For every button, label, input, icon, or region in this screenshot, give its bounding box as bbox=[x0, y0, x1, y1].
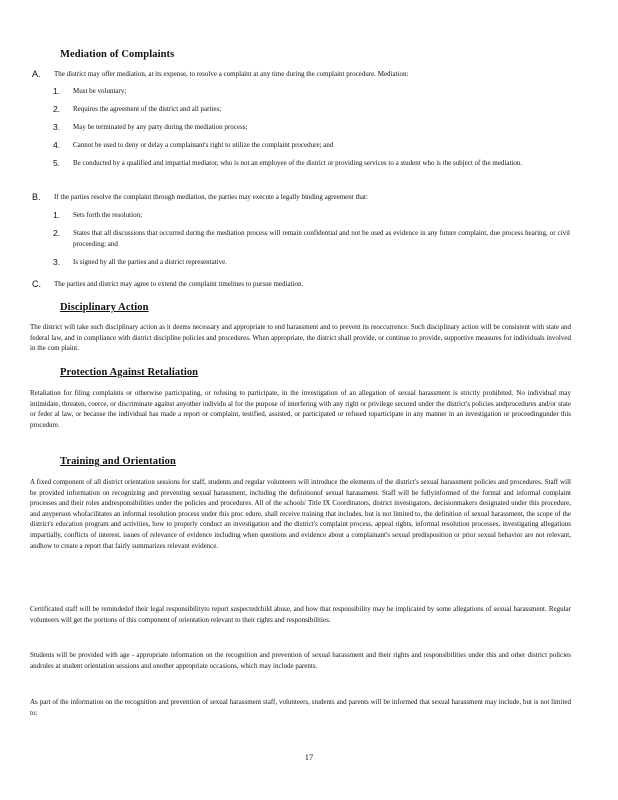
mediation-b-sub-1 bbox=[53, 210, 573, 221]
mediation-b-sub-3 bbox=[53, 257, 573, 268]
retaliation-paragraph: Retaliation for filing complaints or otherwise participating, or refusing to participate, in the investigation of an allegation of sexual harassment is strictly prohibited. No individual may intimidate, threaten, coerce, or discriminate against anyother individu al for the purpose of interfering with any right or privilege secured under the district's policies andprocedures and/or state or feder al law, or because the individual has made a report or complaint, testified, assisted, or participated or refused toparticipate in any manner in an investigation or proceedingunder this procedure. bbox=[30, 389, 571, 429]
sub-number: 3. bbox=[53, 122, 61, 132]
mediation-item-a bbox=[32, 69, 574, 80]
training-paragraph-3: Students will be provided with age - appropriate information on the recognition and prevention of sexual harassment and their rights and responsibilities under this and other district policies andrules at student orientation sessions and onother appropriate occasions, which may include parents. bbox=[30, 651, 571, 670]
mediation-item-b bbox=[32, 192, 574, 203]
disciplinary-paragraph: The district will take such disciplinary action as it deems necessary and appropriate to end harassment and to prevent its reoccurrence. Such disciplinary action will be consistent with state and federal law, and in compliance with district discipline policies and procedures. When appropriate, the district shall provide, or continue to provide, supportive measures for individuals involved in the com plaint. bbox=[30, 323, 571, 353]
sub-number: 4. bbox=[53, 140, 61, 150]
mediation-a-sub-4 bbox=[53, 140, 573, 151]
mediation-a-sub-2 bbox=[53, 104, 573, 115]
item-text: The parties and district may agree to extend the complaint timelines to pursue mediation. bbox=[54, 280, 304, 288]
sub-text: Is signed by all the parties and a district representative. bbox=[73, 258, 227, 266]
sub-text: States that all discussions that occurred during the mediation process will remain confidential and not be used as evidence in any future complaint, due process hearing, or civil proceeding; and bbox=[73, 229, 570, 248]
item-label: A. bbox=[32, 69, 41, 79]
mediation-a-sub-1 bbox=[53, 86, 573, 97]
sub-number: 1. bbox=[53, 210, 61, 220]
sub-number: 2. bbox=[53, 228, 61, 238]
item-text: If the parties resolve the complaint through mediation, the parties may execute a legally binding agreement that: bbox=[54, 193, 368, 201]
sub-text: Must be voluntary; bbox=[73, 87, 127, 95]
section-heading-training: Training and Orientation bbox=[60, 456, 176, 467]
item-label: C. bbox=[32, 279, 41, 289]
sub-number: 3. bbox=[53, 257, 61, 267]
sub-text: Be conducted by a qualified and impartial mediator, who is not an employee of the district or providing services to a student who is the subject of the mediation. bbox=[73, 159, 523, 167]
sub-number: 1. bbox=[53, 86, 61, 96]
section-heading-disciplinary: Disciplinary Action bbox=[60, 302, 149, 313]
sub-text: Sets forth the resolution; bbox=[73, 211, 143, 219]
page-number: 17 bbox=[304, 752, 314, 762]
mediation-item-c bbox=[32, 279, 574, 290]
mediation-b-sub-2 bbox=[53, 228, 570, 249]
section-heading-retaliation: Protection Against Retaliation bbox=[60, 367, 199, 378]
training-paragraph-2: Certificated staff will be remindedof their legal responsibilityto report suspectedchild abuse, and how that responsibility may be implicated by some allegations of sexual harassment. Regular volunteers will get the portions of this component of orientation relevant to their rights and responsibilities. bbox=[30, 605, 571, 624]
sub-text: Cannot be used to deny or delay a complainant's right to utilize the complaint procedure; and bbox=[73, 141, 334, 149]
section-heading-mediation: Mediation of Complaints bbox=[60, 49, 175, 60]
sub-number: 2. bbox=[53, 104, 61, 114]
sub-number: 5. bbox=[53, 158, 61, 168]
mediation-a-sub-5 bbox=[53, 158, 570, 169]
item-text: The district may offer mediation, at its expense, to resolve a complaint at any time during the complaint procedure. Mediation: bbox=[54, 70, 409, 78]
mediation-a-sub-3 bbox=[53, 122, 573, 133]
training-paragraph-1: A fixed component of all district orientation sessions for staff, students and regular volunteers will introduce the elements of the district's sexual harassment policies and procedures. Staff will be provided information on recognizing and preventing sexual harassment, including the definitionof sexual harassment. Staff will be fullyinformed of the formal and informal complaint processes and their roles andresponsibilities under the policies and procedures. All of the schools' Title IX Coordinators, district investigators, decisionmakers designated under this procedure, and anyperson whofacilitates an informal resolution process under this proc edure, shall receive training that includes, but is not limited to, the definition of sexual harassment, the scope of the district's education program and activities, how to properly conduct an investigation and the district's complaint process, appeal rights, informal resolution processes, investigating allegations impartially, conflicts of interest, issues of relevance of evidence including when questions and evidence about a complainant's sexual predisposition or prior sexual behavior are not relevant, andhow to create a report that fairly summarizes relevant evidence. bbox=[30, 478, 571, 550]
sub-text: May be terminated by any party during the mediation process; bbox=[73, 123, 248, 131]
item-label: B. bbox=[32, 192, 41, 202]
training-paragraph-4: As part of the information on the recognition and prevention of sexual harassment staff, volunteers, students and parents will be informed that sexual harassment may include, but is not limited to: bbox=[30, 698, 571, 717]
sub-text: Requires the agreement of the district and all parties; bbox=[73, 105, 222, 113]
